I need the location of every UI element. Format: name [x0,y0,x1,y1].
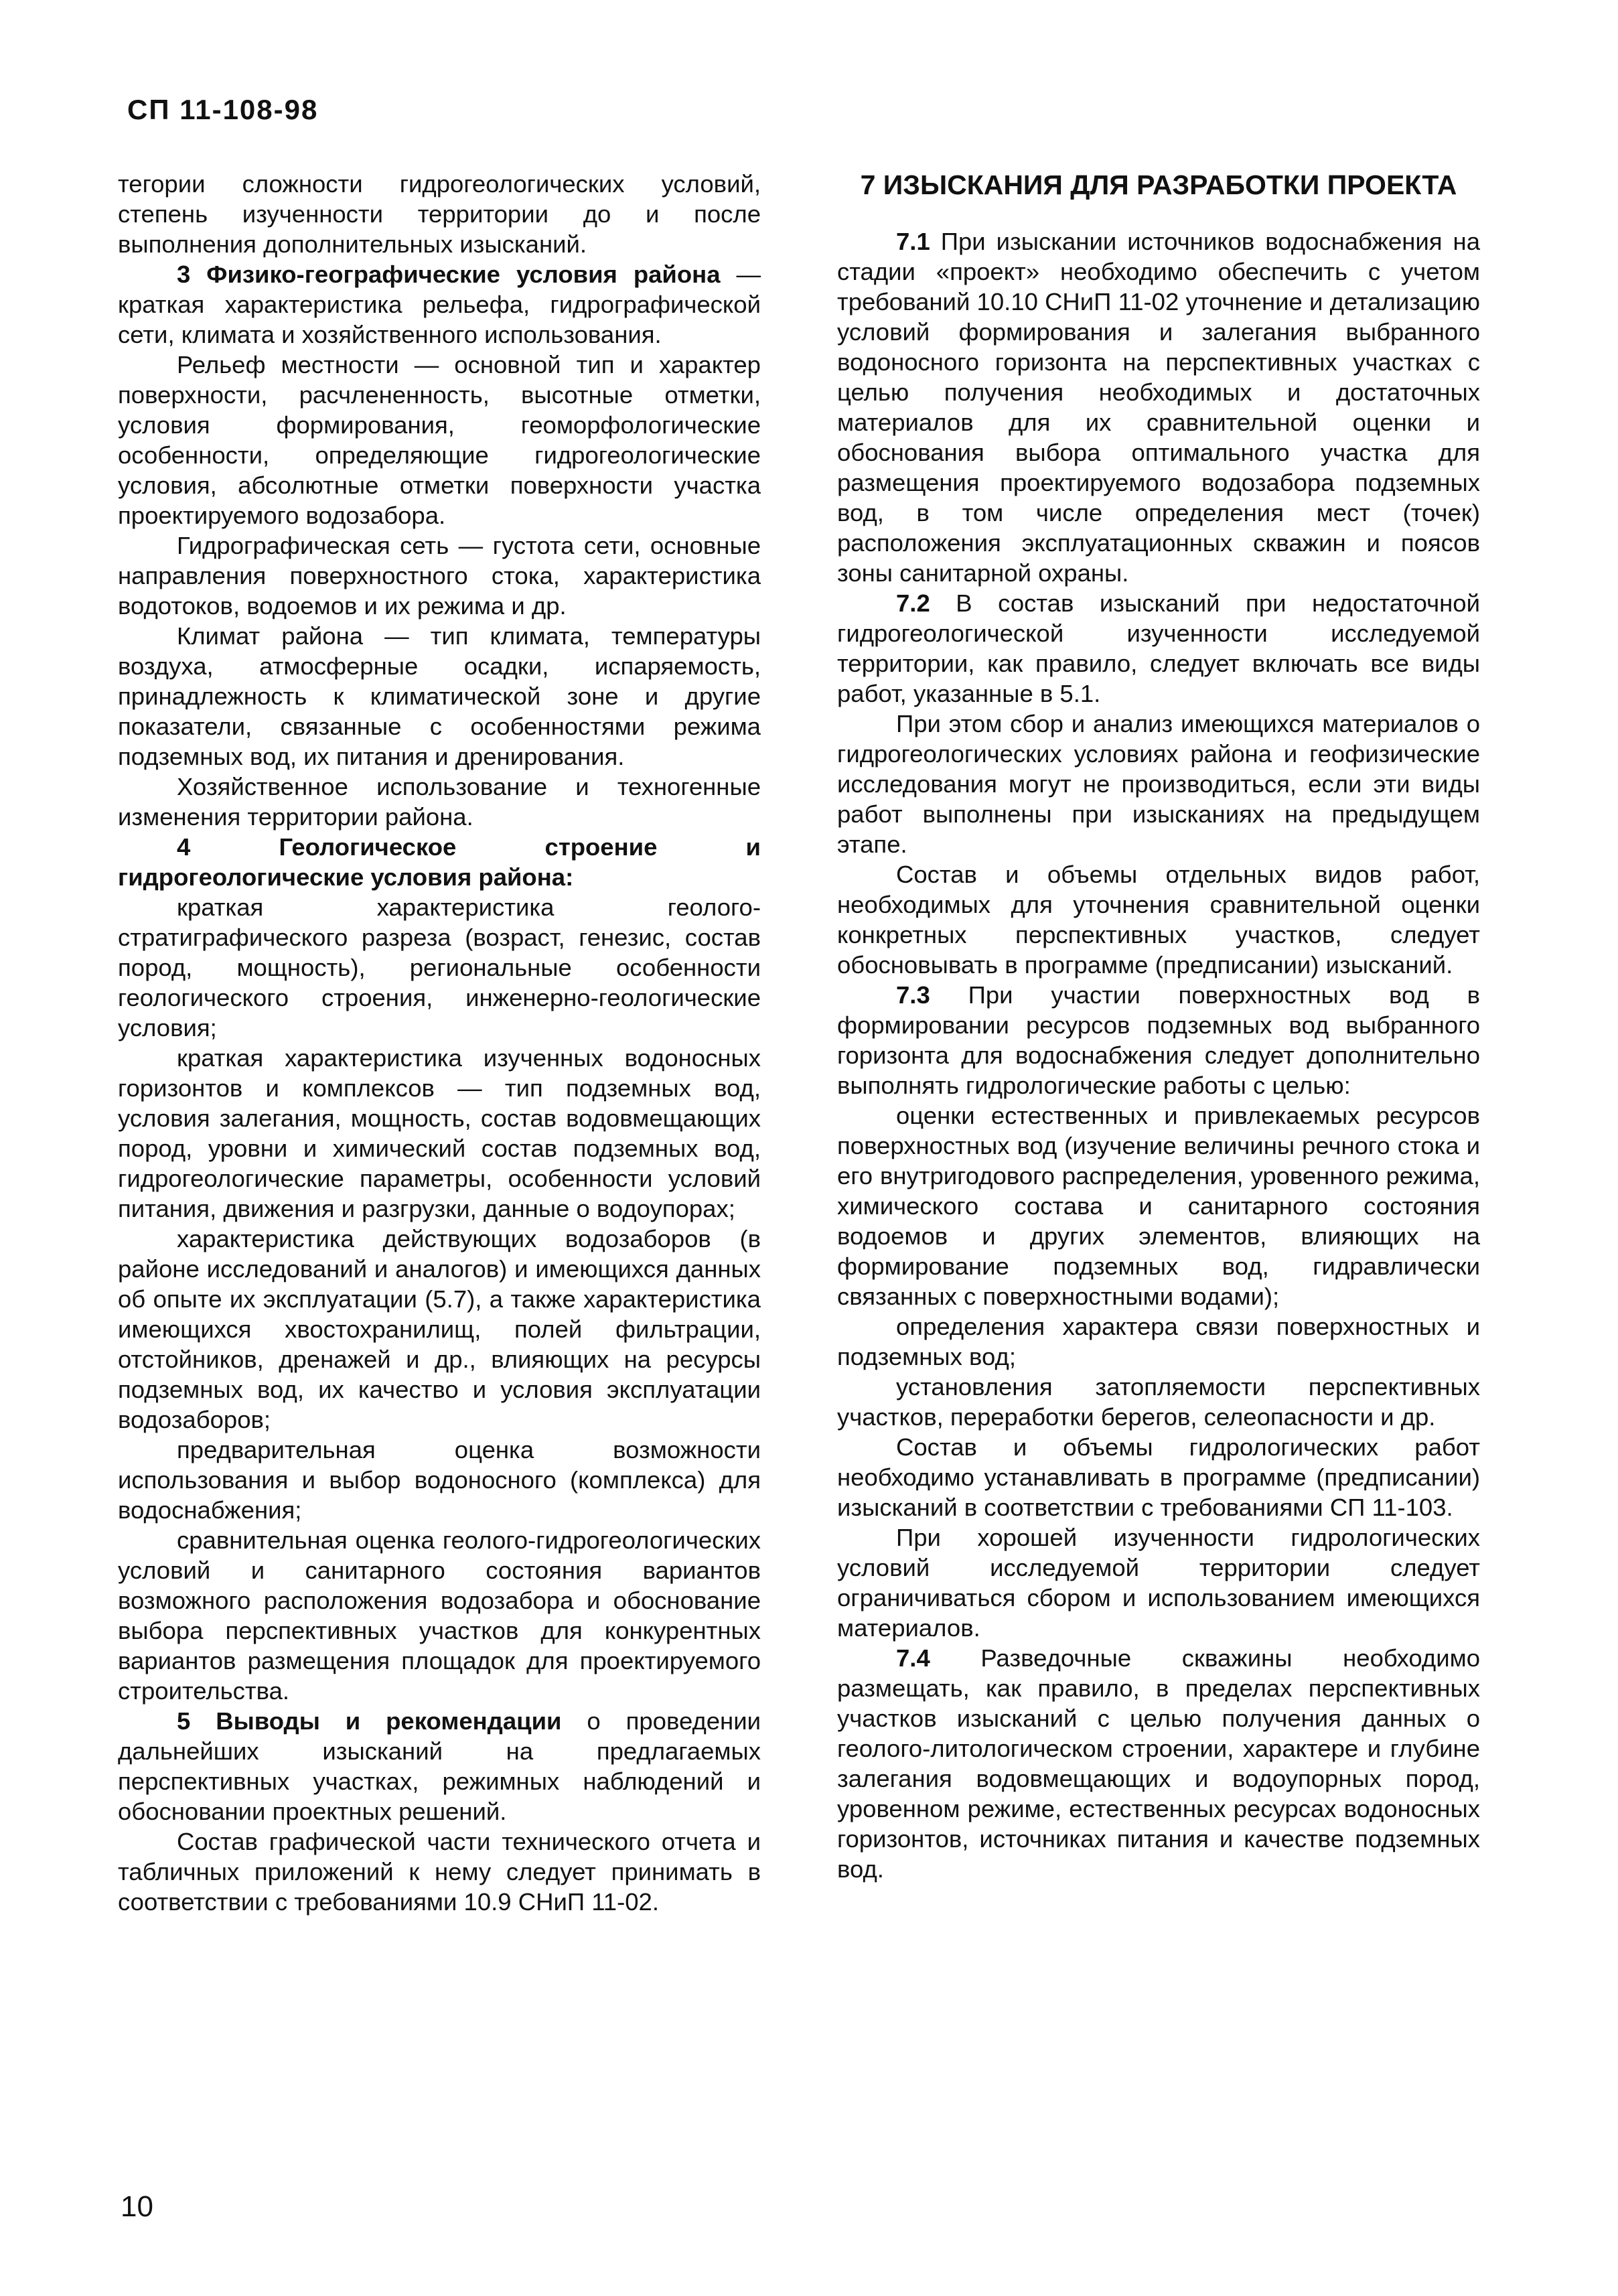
paragraph: Состав и объемы гидрологических работ необходимо устанавливать в программе (предписании) изысканий в соответствии с требованиями СП 11-103. [837,1433,1480,1521]
paragraph: краткая характеристика геолого-стратиграфического разреза (возраст, генезис, состав пород, мощность), региональные особенности геологического строения, инженерно-геологические условия; [118,893,761,1042]
paragraph: установления затопляемости перспективных участков, переработки берегов, селеопасности и др. [837,1373,1480,1431]
clause-text: В состав изысканий при недостаточной гидрогеологической изученности исследуемой территории, как правило, следует включать все виды работ, указанные в 5.1. [837,589,1480,707]
right-column [837,169,1480,1884]
clause-number: 7.1 [896,228,930,255]
paragraph [118,259,761,350]
paragraph: Рельеф местности — основной тип и характер поверхности, расчлененность, высотные отметки, условия формирования, геоморфологические особенности, определяющие гидрогеологические условия, абсолютные отметки поверхности участка проектируемого водозабора. [118,351,761,529]
item-heading: 5 Выводы и рекомендации [177,1707,562,1735]
paragraph [118,832,761,892]
document-code-header: СП 11-108-98 [127,94,319,125]
paragraph: Состав графической части технического отчета и табличных приложений к нему следует принимать в соответствии с требованиями 10.9 СНиП 11-02. [118,1828,761,1916]
paragraph: оценки естественных и привлекаемых ресурсов поверхностных вод (изучение величины речного стока и его внутригодового распределения, уровенного режима, химического состава и санитарного состояния водоемов и других элементов, влияющих на формирование подземных вод, гидравлически связанных с поверхностными водами); [837,1102,1480,1310]
paragraph [837,588,1480,709]
paragraph: Хозяйственное использование и техногенные изменения территории района. [118,773,761,831]
paragraph: предварительная оценка возможности использования и выбор водоносного (комплекса) для водоснабжения; [118,1436,761,1524]
paragraph: При этом сбор и анализ имеющихся материалов о гидрогеологических условиях района и геофизические исследования могут не производиться, если эти виды работ выполнены при изысканиях на предыдущем этапе. [837,710,1480,858]
paragraph: тегории сложности гидрогеологических условий, степень изученности территории до и после выполнения дополнительных изысканий. [118,170,761,258]
clause-number: 7.4 [896,1644,930,1672]
paragraph: Гидрографическая сеть — густота сети, основные направления поверхностного стока, характеристика водотоков, водоемов и их режима и др. [118,532,761,620]
paragraph: характеристика действующих водозаборов (в районе исследований и аналогов) и имеющихся данных об опыте их эксплуатации (5.7), а также характеристика имеющихся хвостохранилищ, полей фильтрации, отстойников, дренажей и др., влияющих на ресурсы подземных вод, их качество и условия эксплуатации водозаборов; [118,1225,761,1433]
clause-text: Разведочные скважины необходимо размещать, как правило, в пределах перспективных участков изысканий с целью получения данных о геолого-литологическом строении, характере и глубине залегания водовмещающих и водоупорных пород, уровенном режиме, естественных ресурсах водоносных горизонтов, источниках питания и качестве подземных вод. [837,1644,1480,1883]
clause-number: 7.3 [896,981,930,1009]
paragraph: определения характера связи поверхностных и подземных вод; [837,1313,1480,1370]
clause-text: При участии поверхностных вод в формировании ресурсов подземных вод выбранного горизонта для водоснабжения следует дополнительно выполнять гидрологические работы с целью: [837,981,1480,1099]
item-text: о проведении дальнейших изысканий на предлагаемых перспективных участках, режимных наблюдений и обосновании проектных решений. [118,1707,761,1825]
paragraph: краткая характеристика изученных водоносных горизонтов и комплексов — тип подземных вод, условия залегания, мощность, состав водовмещающих пород, уровни и химический состав подземных вод, гидрогеологические параметры, особенности условий питания, движения и разгрузки, данные о водоупорах; [118,1044,761,1222]
clause-text: При изыскании источников водоснабжения на стадии «проект» необходимо обеспечить с учетом требований 10.10 СНиП 11-02 уточнение и детализацию условий формирования и залегания выбранного водоносного горизонта на перспективных участках с целью получения необходимых и достаточных материалов для их сравнительной оценки и обоснования выбора оптимального участка для размещения проектируемого водозабора подземных вод, в том числе определения мест (точек) расположения эксплуатационных скважин и поясов зоны санитарной охраны. [837,228,1480,587]
paragraph: сравнительная оценка геолого-гидрогеологических условий и санитарного состояния вариантов возможного расположения водозабора и обоснование выбора перспективных участков для конкурентных вариантов размещения площадок для проектируемого строительства. [118,1526,761,1705]
paragraph: Состав и объемы отдельных видов работ, необходимых для уточнения сравнительной оценки конкретных перспективных участков, следует обосновывать в программе (предписании) изысканий. [837,861,1480,979]
left-column [118,169,761,1917]
clause-number: 7.2 [896,589,930,617]
paragraph [837,1643,1480,1884]
paragraph: При хорошей изученности гидрологических условий исследуемой территории следует ограничиваться сбором и использованием имеющихся материалов. [837,1524,1480,1642]
item-text: — краткая характеристика рельефа, гидрографической сети, климата и хозяйственного использования. [118,261,761,348]
section-title: 7 ИЗЫСКАНИЯ ДЛЯ РАЗРАБОТКИ ПРОЕКТА [860,169,1457,200]
item-heading: 4 Геологическое строение и гидрогеологические условия района: [118,833,761,891]
paragraph [837,226,1480,588]
page-number: 10 [121,2190,153,2223]
paragraph [118,1706,761,1826]
paragraph: Климат района — тип климата, температуры воздуха, атмосферные осадки, испаряемость, принадлежность к климатической зоне и другие показатели, связанные с особенностями режима подземных вод, их питания и дренирования. [118,622,761,770]
item-heading: 3 Физико-географические условия района [177,261,721,288]
paragraph [837,980,1480,1100]
